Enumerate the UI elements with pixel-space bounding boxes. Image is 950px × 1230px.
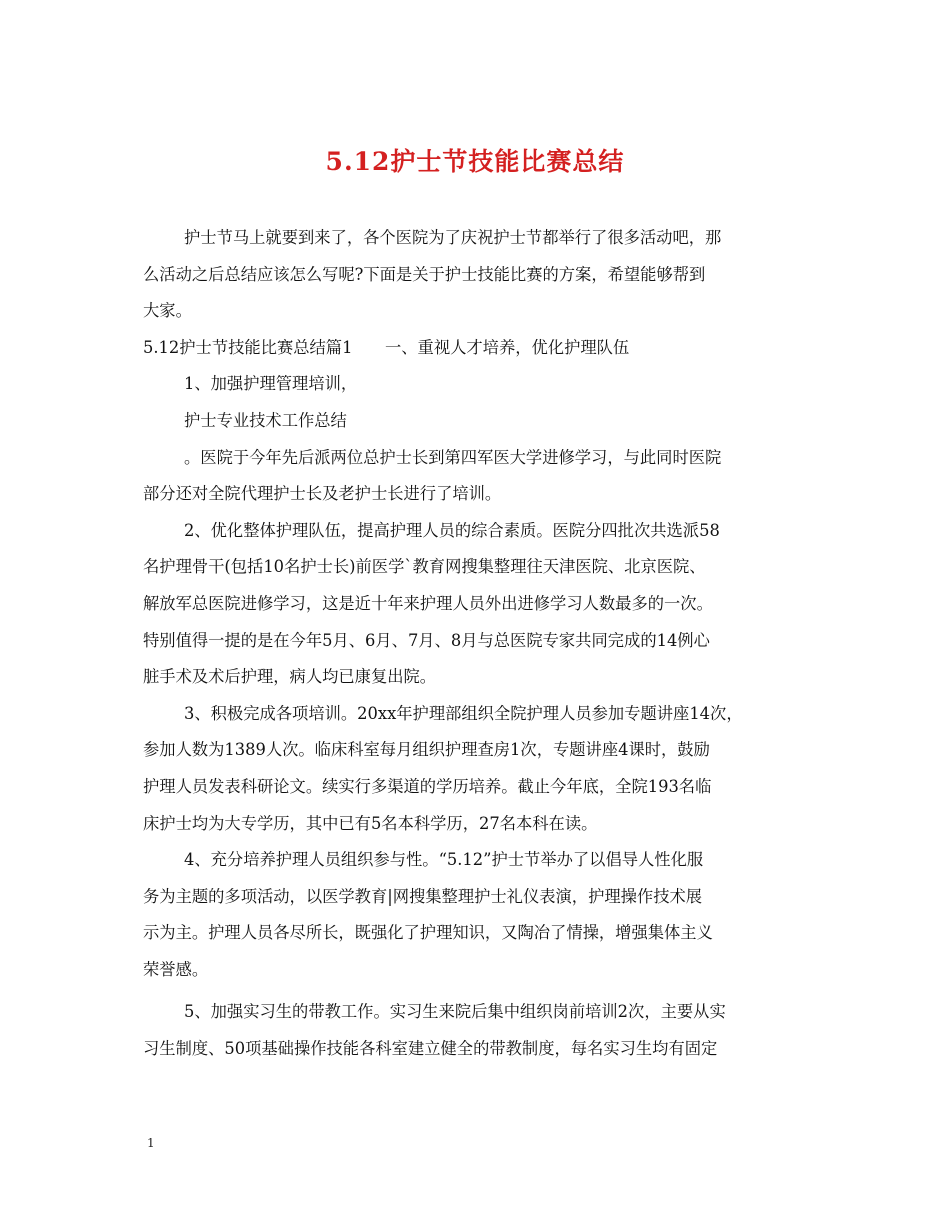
body-line: 么活动之后总结应该怎么写呢?下面是关于护士技能比赛的方案，希望能够帮到 [143, 264, 706, 284]
body-line: 床护士均为大专学历，其中已有5名本科学历，27名本科在读。 [143, 813, 598, 833]
body-line: 务为主题的多项活动，以医学教育|网搜集整理护士礼仪表演，护理操作技术展 [143, 886, 703, 906]
body-line: 护士节马上就要到来了，各个医院为了庆祝护士节都举行了很多活动吧，那 [184, 228, 722, 247]
section-heading-line: 5.12护士节技能比赛总结篇1 一、重视人才培养，优化护理队伍 [143, 337, 630, 357]
body-line: 脏手术及术后护理，病人均已康复出院。 [143, 667, 437, 687]
body-line: 。医院于今年先后派两位总护士长到第四军医大学进修学习，与此同时医院 [184, 447, 722, 467]
body-line: 1、加强护理管理培训， [184, 374, 358, 394]
body-line: 2、优化整体护理队伍，提高护理人员的综合素质。医院分四批次共选派58 [184, 520, 720, 540]
body-line: 荣誉感。 [143, 959, 209, 979]
body-line: 5、加强实习生的带教工作。实习生来院后集中组织岗前培训2次，主要从实 [184, 1002, 726, 1022]
page-number: 1 [147, 1136, 155, 1150]
document-body [143, 220, 811, 1068]
document-title: 5.12护士节技能比赛总结 [325, 147, 625, 176]
body-line: 部分还对全院代理护士长及老护士长进行了培训。 [143, 484, 502, 504]
body-line: 参加人数为1389人次。临床科室每月组织护理查房1次，专题讲座4课时，鼓励 [143, 740, 710, 760]
body-line: 护士专业技术工作总结 [184, 410, 347, 430]
body-line: 4、充分培养护理人员组织参与性。“5.12”护士节举办了以倡导人性化服 [184, 850, 704, 870]
body-line: 名护理骨干(包括10名护士长)前医学`教育网搜集整理往天津医院、北京医院、 [143, 557, 706, 577]
body-line: 习生制度、50项基础操作技能各科室建立健全的带教制度，每名实习生均有固定 [143, 1039, 718, 1059]
body-line: 护理人员发表科研论文。续实行多渠道的学历培养。截止今年底，全院193名临 [143, 776, 712, 796]
body-line: 解放军总医院进修学习，这是近十年来护理人员外出进修学习人数最多的一次。 [143, 593, 713, 613]
body-line: 大家。 [143, 301, 192, 321]
body-line: 特别值得一提的是在今年5月、6月、7月、8月与总医院专家共同完成的14例心 [143, 630, 710, 650]
body-line: 3、积极完成各项培训。20xx年护理部组织全院护理人员参加专题讲座14次， [184, 703, 743, 723]
body-line: 示为主。护理人员各尽所长，既强化了护理知识，又陶冶了情操，增强集体主义 [143, 923, 713, 943]
